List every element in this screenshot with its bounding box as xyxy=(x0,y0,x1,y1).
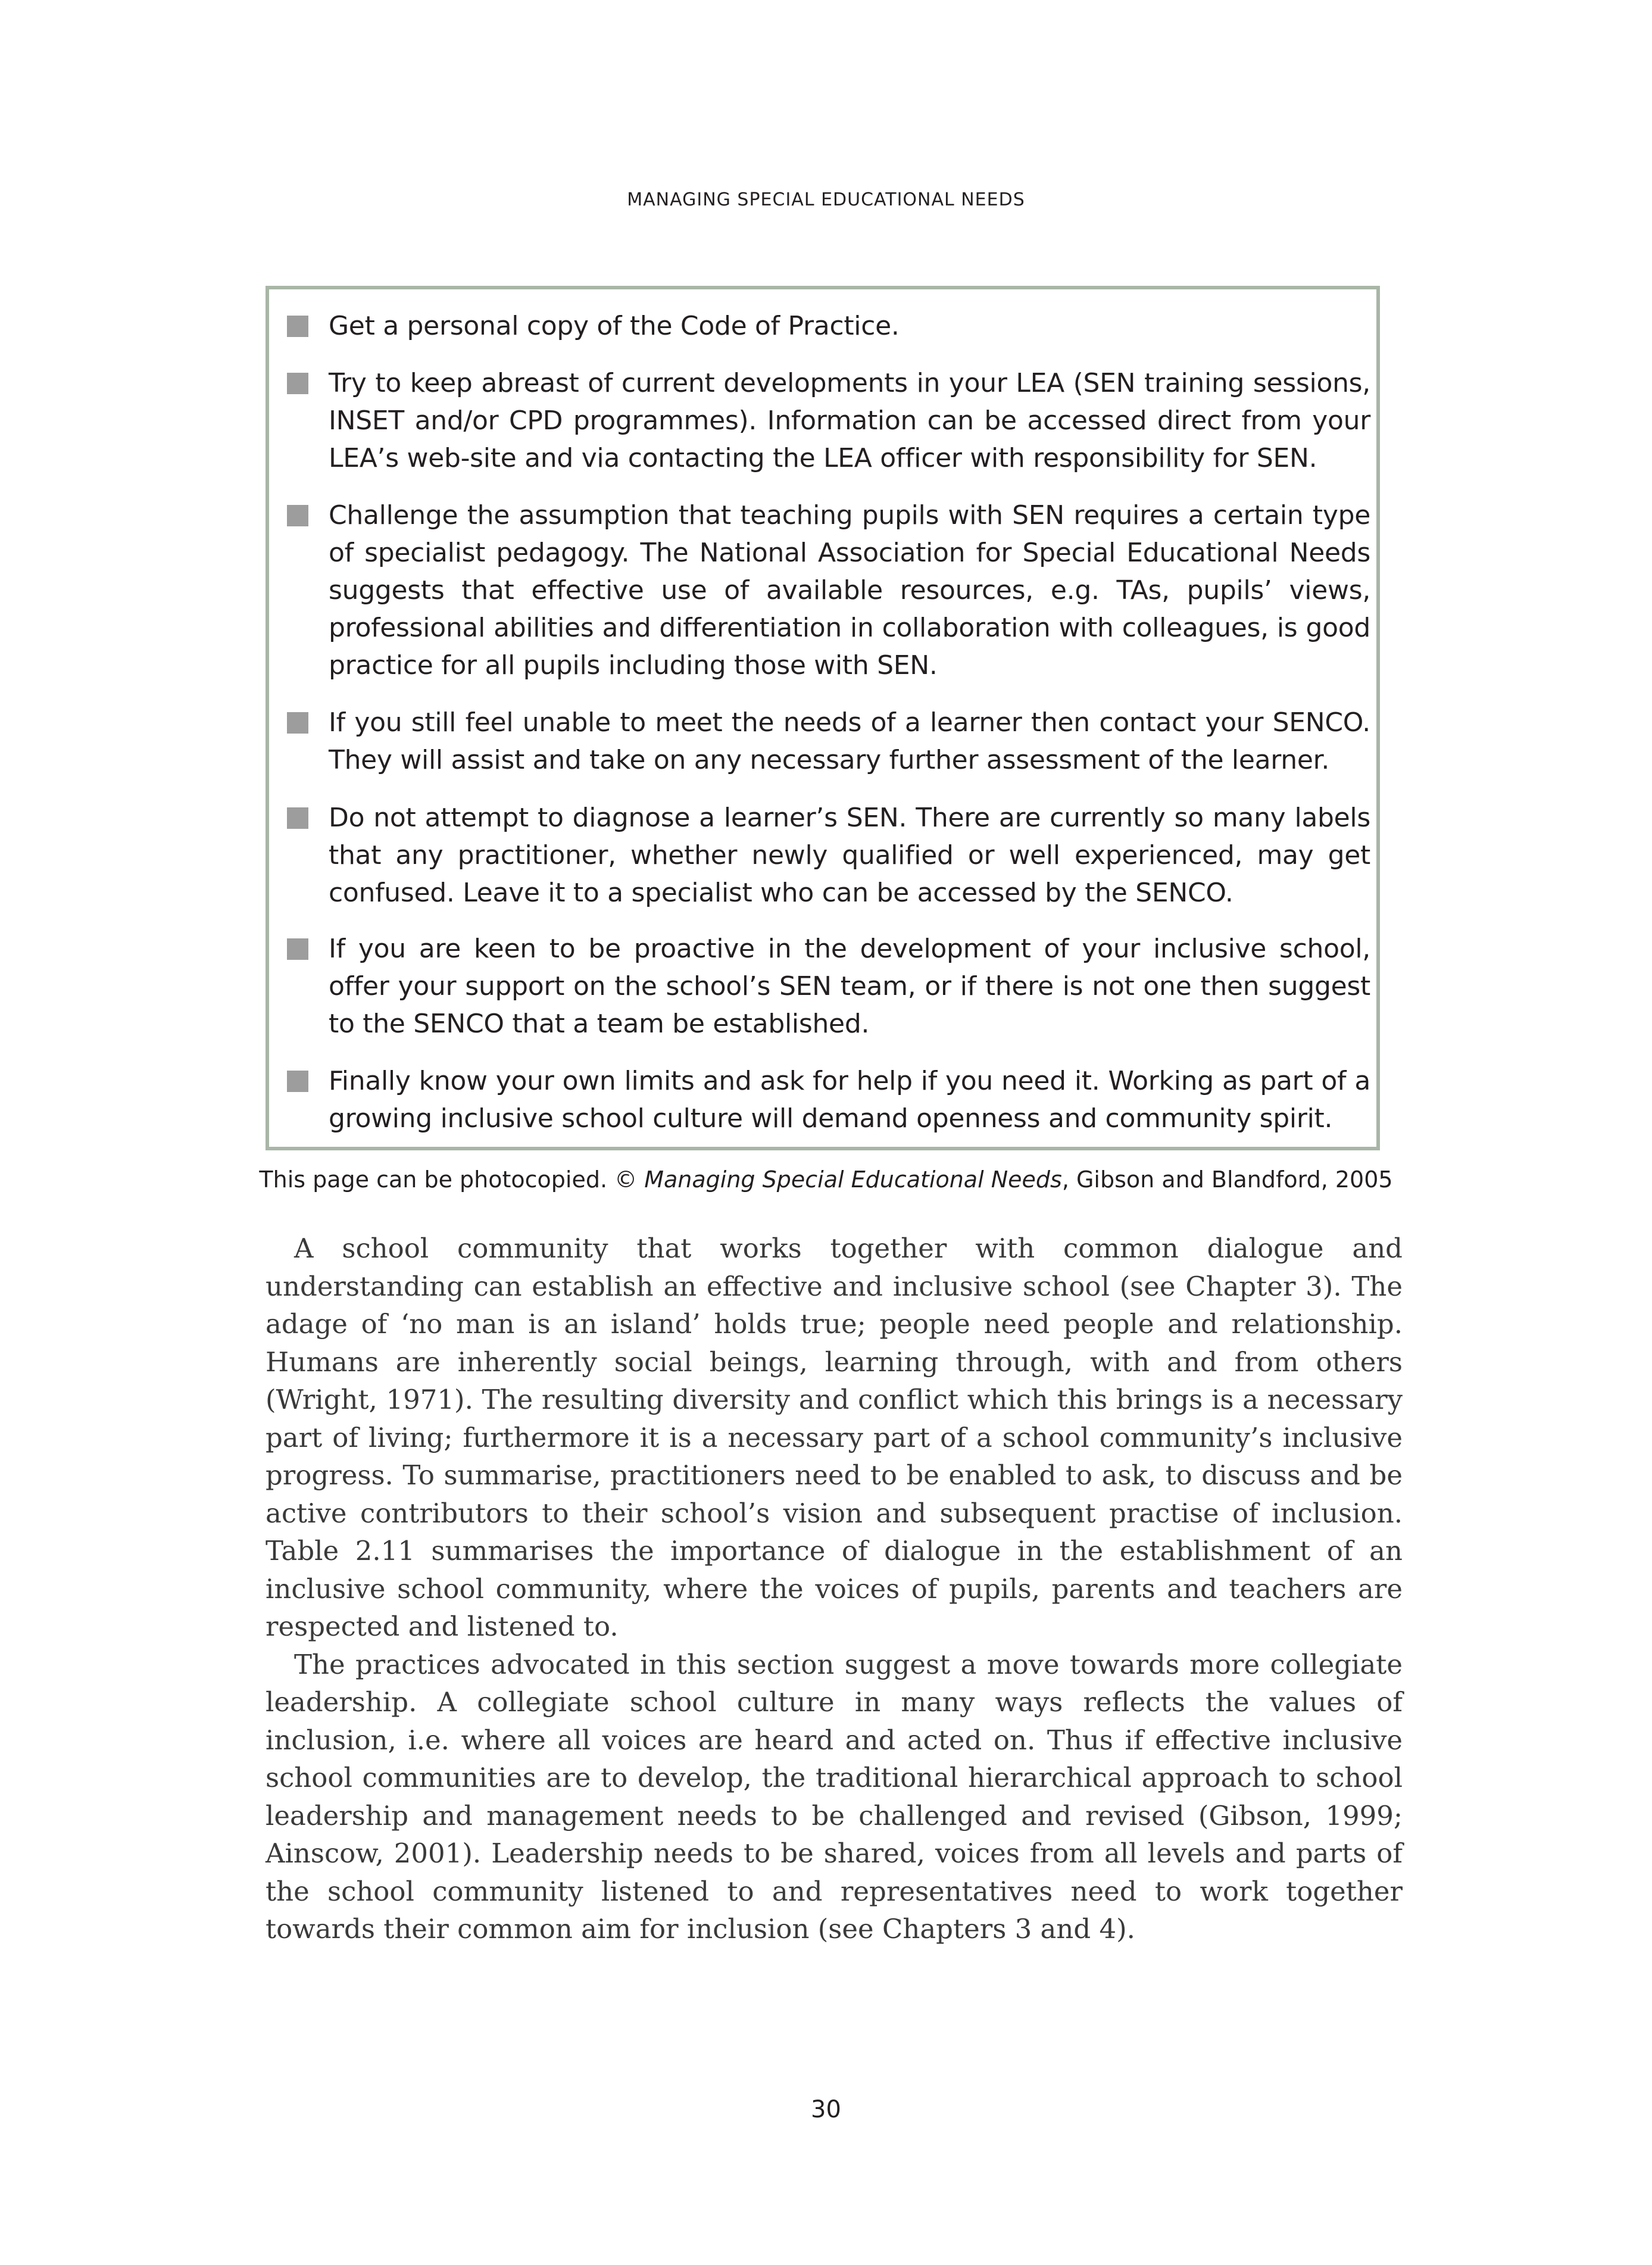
tips-box xyxy=(266,286,1380,1150)
square-bullet-icon xyxy=(287,1071,308,1092)
square-bullet-icon xyxy=(287,373,308,394)
tip-text: Do not attempt to diagnose a learner’s SEN. There are currently so many labels that any practitioner, whether newly qualified or well experienced, may get confused. Leave it to a specialist who can be accessed by the SENCO. xyxy=(329,803,1370,908)
caption-prefix: This page can be photocopied. © xyxy=(259,1166,645,1193)
photocopy-caption xyxy=(0,1165,1652,1194)
square-bullet-icon xyxy=(287,505,308,526)
caption-book-title: Managing Special Educational Needs xyxy=(644,1166,1062,1193)
tip-text: If you are keen to be proactive in the development of your inclusive school, offer your support on the school’s SEN team, or if there is not one then suggest to the SENCO that a team be established. xyxy=(329,934,1370,1039)
body-paragraph: The practices advocated in this section suggest a move towards more collegiate leadership. A collegiate school culture in many ways reflects the values of inclusion, i.e. where all voices are heard and acted on. Thus if effective inclusive school communities are to develop, the traditional hierarchical approach to school leadership and management needs to be challenged and revised (Gibson, 1999; Ainscow, 2001). Leadership needs to be shared, voices from all levels and parts of the school community listened to and representatives need to work together towards their common aim for inclusion (see Chapters 3 and 4). xyxy=(266,1648,1403,1945)
tip-text: Get a personal copy of the Code of Practice. xyxy=(329,311,900,341)
tip-text: Finally know your own limits and ask for help if you need it. Working as part of a growing inclusive school culture will demand openness and community spirit. xyxy=(329,1066,1370,1134)
tip-text: Challenge the assumption that teaching pupils with SEN requires a certain type of specialist pedagogy. The National Association for Special Educational Needs suggests that effective use of available resources, e.g. TAs, pupils’ views, professional abilities and differentiation in collaboration with colleagues, is good practice for all pupils including those with SEN. xyxy=(329,500,1370,681)
square-bullet-icon xyxy=(287,938,308,960)
square-bullet-icon xyxy=(287,712,308,734)
tip-text: Try to keep abreast of current developments in your LEA (SEN training sessions, INSET and/or CPD programmes). Information can be accessed direct from your LEA’s web-site and via contacting the LEA officer with responsibility for SEN. xyxy=(329,368,1370,473)
page-number: 30 xyxy=(811,2096,841,2123)
square-bullet-icon xyxy=(287,316,308,337)
tip-text: If you still feel unable to meet the needs of a learner then contact your SENCO. They will assist and take on any necessary further assessment of the learner. xyxy=(329,707,1370,775)
running-head: MANAGING SPECIAL EDUCATIONAL NEEDS xyxy=(627,189,1025,210)
body-text xyxy=(266,1230,1403,1948)
body-paragraph: A school community that works together with common dialogue and understanding can establish an effective and inclusive school (see Chapter 3). The adage of ‘no man is an island’ holds true; people need people and relationship. Humans are inherently social beings, learning through, with and from others (Wright, 1971). The resulting diversity and conflict which this brings is a necessary part of living; furthermore it is a necessary part of a school community’s inclusive progress. To summarise, practitioners need to be enabled to ask, to discuss and be active contributors to their school’s vision and subsequent practise of inclusion. Table 2.11 summarises the importance of dialogue in the establishment of an inclusive school community, where the voices of pupils, parents and teachers are respected and listened to. xyxy=(266,1233,1403,1642)
square-bullet-icon xyxy=(287,807,308,829)
caption-suffix: , Gibson and Blandford, 2005 xyxy=(1061,1166,1393,1193)
